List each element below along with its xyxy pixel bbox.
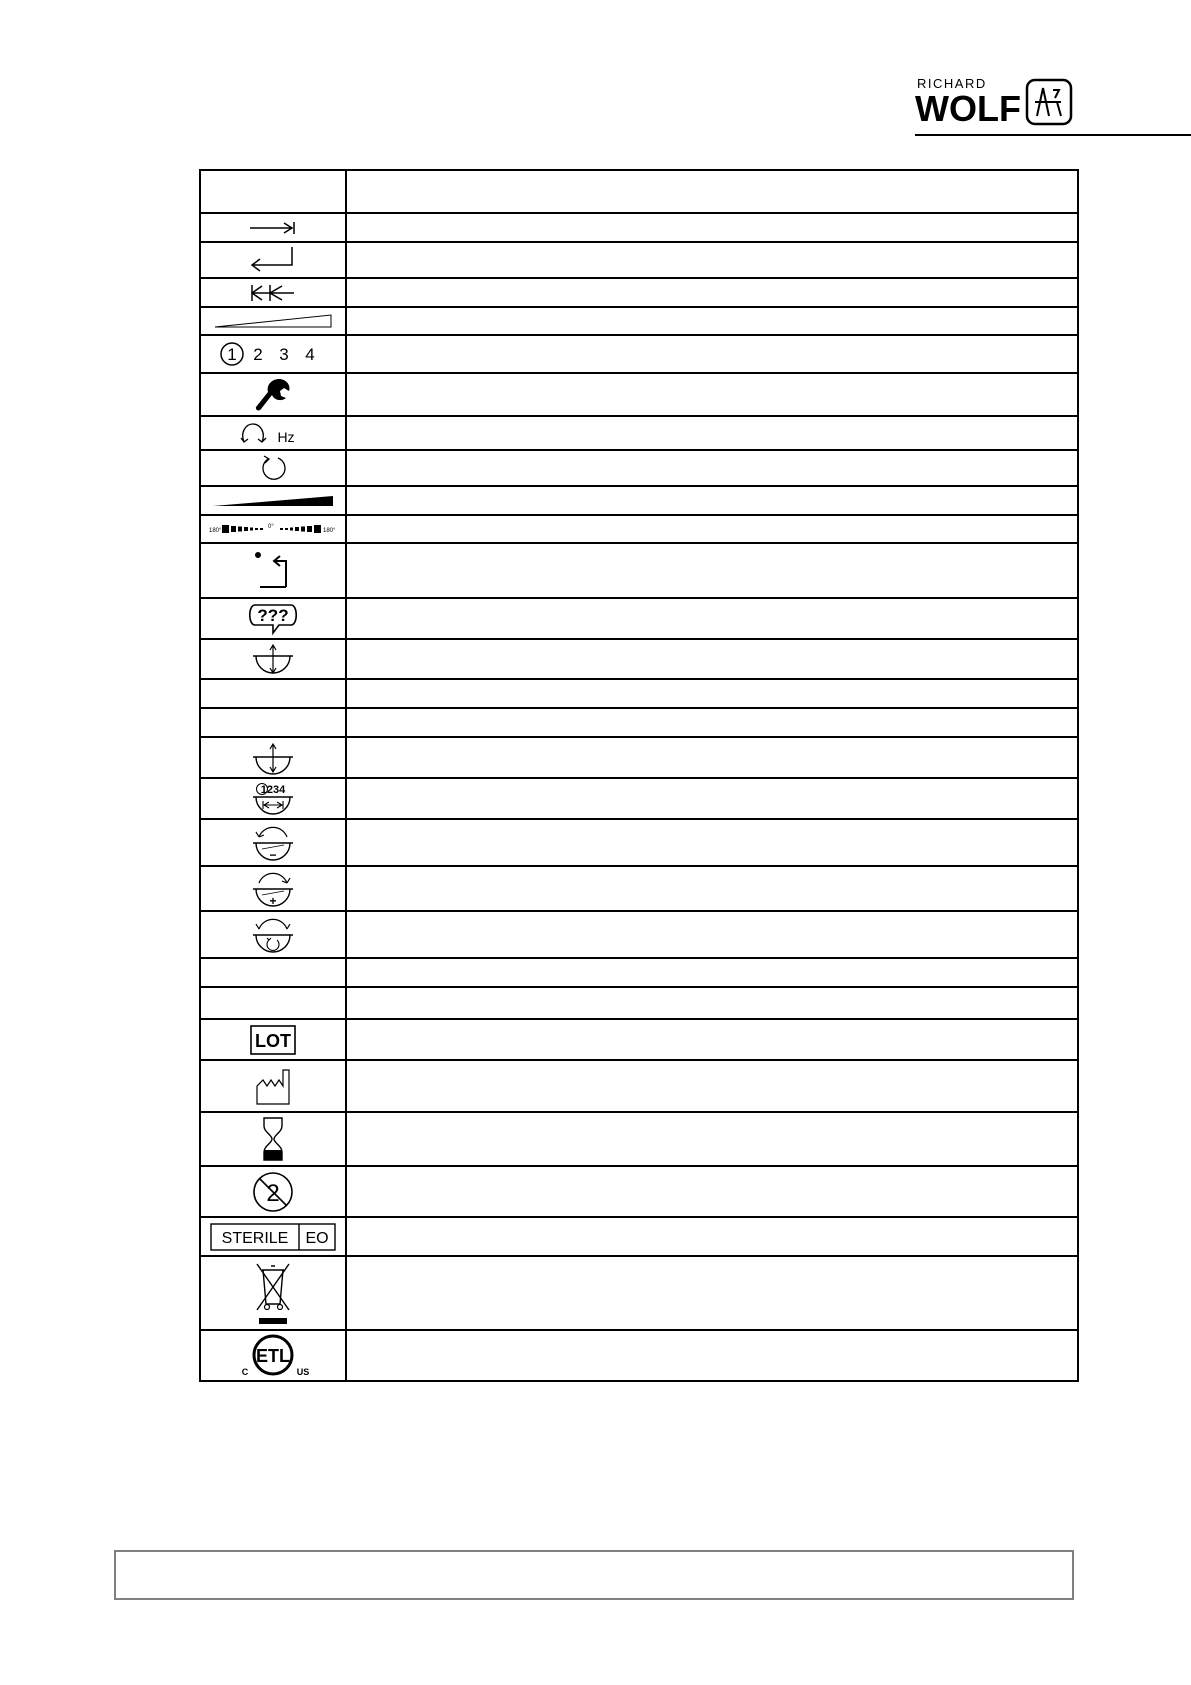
table-row (200, 1060, 1078, 1112)
table-row (200, 1256, 1078, 1330)
footswitch-program-icon (250, 781, 296, 817)
svg-text:180°: 180° (209, 528, 222, 534)
svg-text:2: 2 (253, 345, 263, 364)
row-description (346, 1112, 1078, 1166)
row-description (346, 335, 1078, 373)
angle-scale-icon (208, 522, 338, 536)
row-description (346, 1060, 1078, 1112)
svg-text:LOT: LOT (255, 1030, 291, 1051)
svg-text:+: + (269, 893, 277, 908)
row-description (346, 819, 1078, 866)
table-row (200, 1330, 1078, 1381)
svg-text:C: C (241, 1366, 249, 1377)
row-description (346, 1166, 1078, 1217)
logo-emblem-icon (1027, 80, 1071, 124)
table-row (200, 373, 1078, 416)
svg-text:Hz: Hz (277, 429, 295, 445)
footswitch-rotation-icon (250, 915, 296, 955)
logo-text-top: RICHARD (917, 76, 987, 91)
footswitch-updown-icon (250, 642, 296, 676)
row-description (346, 737, 1078, 778)
row-description (346, 911, 1078, 958)
table-row (200, 1217, 1078, 1256)
row-description (346, 866, 1078, 911)
reset-start-icon (248, 547, 298, 595)
intensity-bar-icon (211, 494, 335, 508)
row-description (346, 416, 1078, 450)
svg-text:STERILE: STERILE (221, 1229, 289, 1247)
row-description (346, 1330, 1078, 1381)
row-description (346, 515, 1078, 543)
svg-text:ETL: ETL (256, 1345, 290, 1366)
row-description (346, 958, 1078, 987)
row-description (346, 778, 1078, 819)
svg-text:4: 4 (305, 345, 315, 364)
oscillation-frequency-icon (238, 420, 308, 446)
manufacture-date-icon (253, 1066, 293, 1106)
table-row (200, 416, 1078, 450)
stroke-length-icon (248, 283, 298, 303)
table-row (200, 708, 1078, 737)
symbol-table (199, 169, 1079, 1382)
svg-text:???: ??? (257, 605, 289, 625)
table-row (200, 737, 1078, 778)
table-row (200, 543, 1078, 598)
richard-wolf-logo (915, 76, 1075, 128)
row-description (346, 708, 1078, 737)
row-description (346, 639, 1078, 679)
row-description (346, 679, 1078, 708)
table-row (200, 242, 1078, 278)
svg-text:EO: EO (305, 1229, 329, 1247)
return-arrow-icon (248, 245, 298, 275)
table-row (200, 911, 1078, 958)
table-row (200, 866, 1078, 911)
lot-icon (249, 1024, 297, 1056)
blank-symbol-cell (200, 958, 346, 987)
logo-text-bottom: WOLF (915, 88, 1021, 128)
svg-text:0°: 0° (268, 524, 274, 530)
svg-text:2: 2 (266, 1179, 280, 1207)
svg-text:1234: 1234 (260, 783, 286, 796)
sterile-eo-icon (209, 1222, 337, 1252)
svg-text:−: − (269, 847, 277, 862)
weee-bin-icon (253, 1260, 293, 1326)
table-row (200, 335, 1078, 373)
do-not-reuse-icon (251, 1170, 295, 1214)
row-description (346, 278, 1078, 307)
svg-text:180°: 180° (323, 528, 336, 534)
table-row (200, 639, 1078, 679)
row-description (346, 543, 1078, 598)
footswitch-minus-icon (250, 823, 296, 863)
table-row (200, 278, 1078, 307)
row-description (346, 373, 1078, 416)
row-description (346, 1256, 1078, 1330)
table-row (200, 213, 1078, 242)
row-description (346, 307, 1078, 335)
table-row (200, 307, 1078, 335)
expiry-hourglass-icon (258, 1116, 288, 1162)
table-row (200, 819, 1078, 866)
rotation-icon (258, 453, 288, 483)
forward-arrow-icon (248, 219, 298, 237)
table-header-row (200, 170, 1078, 213)
table-row (200, 987, 1078, 1019)
table-row (200, 515, 1078, 543)
table-row (200, 450, 1078, 486)
help-bubble-icon (245, 601, 301, 637)
wrench-icon (253, 377, 293, 413)
svg-text:US: US (296, 1366, 310, 1377)
row-description (346, 213, 1078, 242)
row-description (346, 987, 1078, 1019)
table-row (200, 958, 1078, 987)
header-symbol-cell (200, 170, 346, 213)
table-row (200, 679, 1078, 708)
svg-text:3: 3 (279, 345, 289, 364)
table-row (200, 1112, 1078, 1166)
svg-text:1: 1 (227, 345, 237, 364)
row-description (346, 242, 1078, 278)
table-row (200, 486, 1078, 515)
etl-listed-icon (233, 1333, 313, 1379)
row-description (346, 1019, 1078, 1060)
header-description-cell (346, 170, 1078, 213)
footswitch-updown-icon (250, 741, 296, 775)
blank-symbol-cell (200, 679, 346, 708)
blank-symbol-cell (200, 708, 346, 737)
row-description (346, 450, 1078, 486)
row-description (346, 598, 1078, 639)
table-row (200, 1019, 1078, 1060)
table-row (200, 598, 1078, 639)
blank-symbol-cell (200, 987, 346, 1019)
footer-box (114, 1550, 1074, 1600)
program-number-icon (218, 340, 328, 368)
table-row (200, 778, 1078, 819)
footswitch-plus-icon (250, 869, 296, 909)
table-row (200, 1166, 1078, 1217)
row-description (346, 1217, 1078, 1256)
row-description (346, 486, 1078, 515)
ramp-wedge-icon (213, 313, 333, 329)
header-rule (915, 134, 1191, 136)
